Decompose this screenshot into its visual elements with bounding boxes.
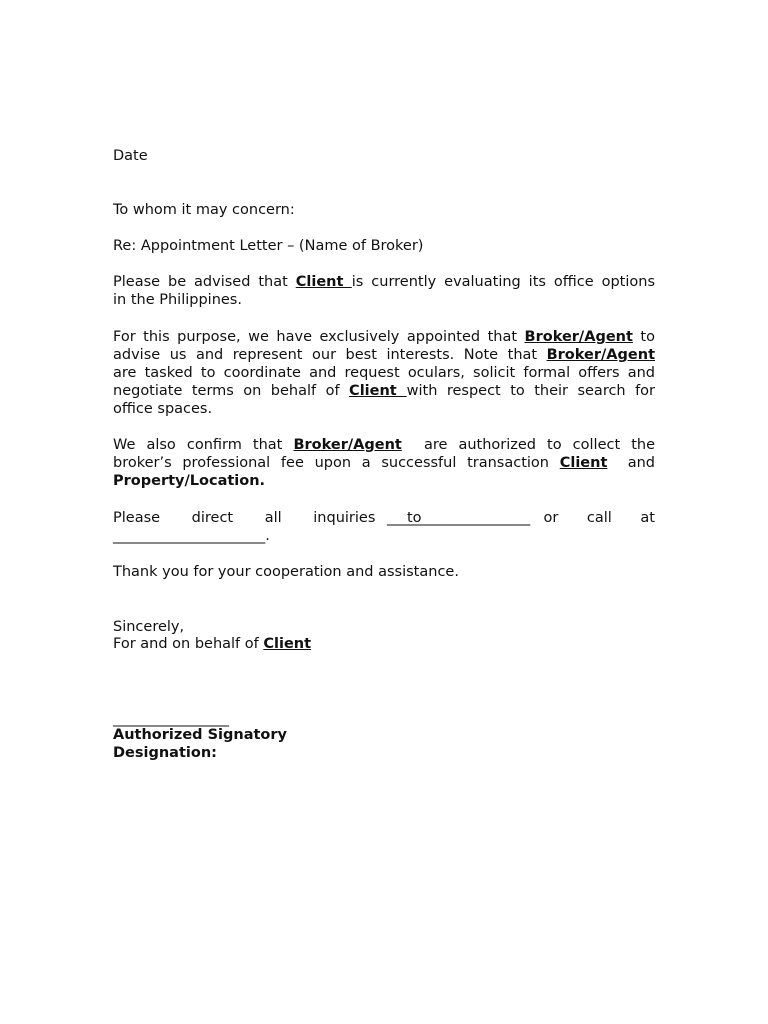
- property-location-placeholder: Property/Location.: [113, 473, 266, 489]
- client-placeholder: Client: [263, 636, 312, 652]
- contact-person-blank: ____________________: [387, 510, 531, 526]
- client-placeholder: Client: [349, 383, 407, 399]
- behalf-line: For and on behalf of Client: [113, 636, 312, 652]
- contact-number-blank: _____________________: [113, 528, 266, 544]
- paragraph-3-line-1: We also confirm that Broker/Agent are authorized to collect the: [113, 437, 656, 453]
- designation-label: Designation:: [113, 745, 217, 761]
- paragraph-3-line-3: [113, 472, 655, 490]
- paragraph-2-line-5: office spaces.: [113, 401, 213, 417]
- signature-line: ________________: [113, 711, 229, 727]
- salutation: To whom it may concern:: [113, 202, 295, 218]
- broker-placeholder: Broker/Agent: [546, 347, 655, 363]
- client-placeholder: Client: [295, 274, 352, 290]
- paragraph-2-line-4: negotiate terms on behalf of Client with respect to their search for: [113, 383, 656, 399]
- broker-placeholder: Broker/Agent: [293, 437, 402, 453]
- paragraph-3-line-2: broker’s professional fee upon a successful transaction Client and: [113, 455, 655, 471]
- paragraph-2-line-2: advise us and represent our best interests. Note that Broker/Agent: [113, 347, 655, 363]
- client-placeholder: Client: [559, 455, 608, 471]
- paragraph-4-line-1: Please direct all inquiries to ____________________ or call at: [113, 510, 655, 526]
- date-line: Date: [113, 148, 148, 164]
- closing-line: Sincerely,: [113, 619, 185, 635]
- paragraph-2-line-3: are tasked to coordinate and request oculars, solicit formal offers and: [113, 365, 655, 381]
- thank-you-line: Thank you for your cooperation and assistance.: [113, 564, 459, 580]
- subject-line: Re: Appointment Letter – (Name of Broker): [113, 238, 424, 254]
- paragraph-1-line-1: Please be advised that Client is currently evaluating its office options: [113, 274, 655, 290]
- signatory-title: Authorized Signatory: [113, 727, 287, 743]
- broker-placeholder: Broker/Agent: [524, 329, 633, 345]
- paragraph-2-line-1: For this purpose, we have exclusively appointed that Broker/Agent to: [113, 329, 655, 345]
- paragraph-4-line-2: _____________________.: [113, 528, 270, 544]
- paragraph-1-line-2: in the Philippines.: [113, 292, 242, 308]
